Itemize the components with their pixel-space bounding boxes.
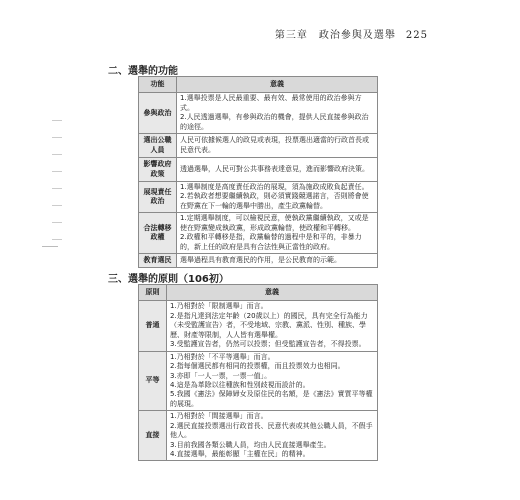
table-header-cell: 意義 <box>177 77 378 93</box>
row-label: 普通 <box>139 301 167 351</box>
table-row <box>139 411 378 461</box>
row-label: 直接 <box>139 411 167 461</box>
table-row <box>139 181 378 212</box>
row-line: 透過選舉，人民可對公共事務表達意見，進而影響政府決策。 <box>180 164 369 173</box>
row-label: 平等 <box>139 351 167 411</box>
row-content <box>177 213 378 254</box>
row-content <box>177 158 378 182</box>
row-line: 選舉過程具有教育選民的作用，是公民教育的示範。 <box>180 256 341 264</box>
page-number: 225 <box>405 30 428 41</box>
table-row <box>139 213 378 254</box>
chapter-title: 第三章 政治參與及選舉 <box>274 30 396 41</box>
row-line: 5.我國《憲法》保障婦女及原住民的名額，是《憲法》實質平等權的展現。 <box>170 390 373 408</box>
table-header-cell: 原則 <box>139 285 167 301</box>
row-line: 1.乃相對於「限制選舉」而言。 <box>170 302 268 311</box>
row-line: 2.人民透過選舉，有參與政治的機會，提供人民直接參與政治的途徑。 <box>180 113 369 131</box>
row-line: 人民可依據候選人的政見或表現，投票選出適當的行政首長或民意代表。 <box>180 136 369 154</box>
table-row <box>139 134 378 158</box>
row-content <box>167 411 378 461</box>
table-row <box>139 254 378 268</box>
functions-table <box>138 76 378 268</box>
row-line: 3.目前我國各類公職人員，均由人民直接選舉產生。 <box>170 440 331 449</box>
row-line: 1.乃相對於「不平等選舉」而言。 <box>170 352 275 361</box>
row-line: 2.選民直接投票選出行政首長、民意代表或其他公職人員，不假手他人。 <box>170 421 373 440</box>
row-line: 3.受監護宣告者，仍然可以投票；但受監護宣告者，不得投票。 <box>170 340 366 349</box>
table-row <box>139 158 378 182</box>
row-label: 展現責任政治 <box>139 181 177 212</box>
row-content <box>167 351 378 411</box>
table-row <box>139 93 378 134</box>
row-content <box>177 93 378 134</box>
section-title-principles: 三、選舉的原則（106初） <box>108 274 229 285</box>
row-label: 選出公職人員 <box>139 134 177 158</box>
table-header-cell: 功能 <box>139 77 177 93</box>
row-content <box>167 301 378 351</box>
margin-marks <box>52 120 62 256</box>
row-label: 合法轉移政權 <box>139 213 177 254</box>
row-label: 參與政治 <box>139 93 177 134</box>
row-line: 3.亦即「一人一票，一票一值」。 <box>170 371 272 380</box>
row-content <box>177 181 378 212</box>
row-line: 1.乃相對於「間接選舉」而言。 <box>170 412 268 421</box>
row-line: 1.定期選舉制度，可以檢視民意，使執政黨繼續執政，又或是使在野黨變成執政黨，形成政黨輪替，使政權和平轉移。 <box>180 214 369 232</box>
table-header-cell: 意義 <box>167 285 378 301</box>
row-line: 1.選舉制度是高度責任政治的展現，須為施政成敗負起責任。 <box>180 182 369 191</box>
row-label: 影響政府政策 <box>139 158 177 182</box>
row-content <box>177 134 378 158</box>
row-label: 教育選民 <box>139 254 177 268</box>
row-line: 4.這是為革除以往種族和性別歧視而設計的。 <box>170 380 310 389</box>
row-line: 4.直接選舉，最能彰顯「主權在民」的精神。 <box>170 450 310 458</box>
table-row <box>139 301 378 351</box>
page-header <box>275 26 428 41</box>
margin-tick <box>42 246 58 247</box>
row-line: 1.選舉投票是人民最重要、最有效、最常使用的政治參與方式。 <box>180 94 362 112</box>
table-row <box>139 351 378 411</box>
row-line: 2.若執政者想要繼續執政，則必須實踐競選諾言，否則將會使在野黨在下一輪的選舉中勝出，產生政黨輪替。 <box>180 192 369 210</box>
principles-table <box>138 284 378 461</box>
row-line: 2.政權和平轉移是指，政黨輪替的過程中是和平的，非暴力的，新上任的政府是具有合法性與正當性的政府。 <box>180 233 362 251</box>
row-content <box>177 254 378 268</box>
row-line: 2.是指凡達到法定年齡（20歲以上）的國民，具有完全行為能力（未受監護宣告）者，不受地域、宗教、黨派、性別、種族、學歷、財產等限制，人人皆有選舉權。 <box>170 311 368 339</box>
row-line: 2.指每個選民都有相同的投票權，而且投票效力也相同。 <box>170 362 345 371</box>
section-title-functions: 二、選舉的功能 <box>108 66 178 77</box>
